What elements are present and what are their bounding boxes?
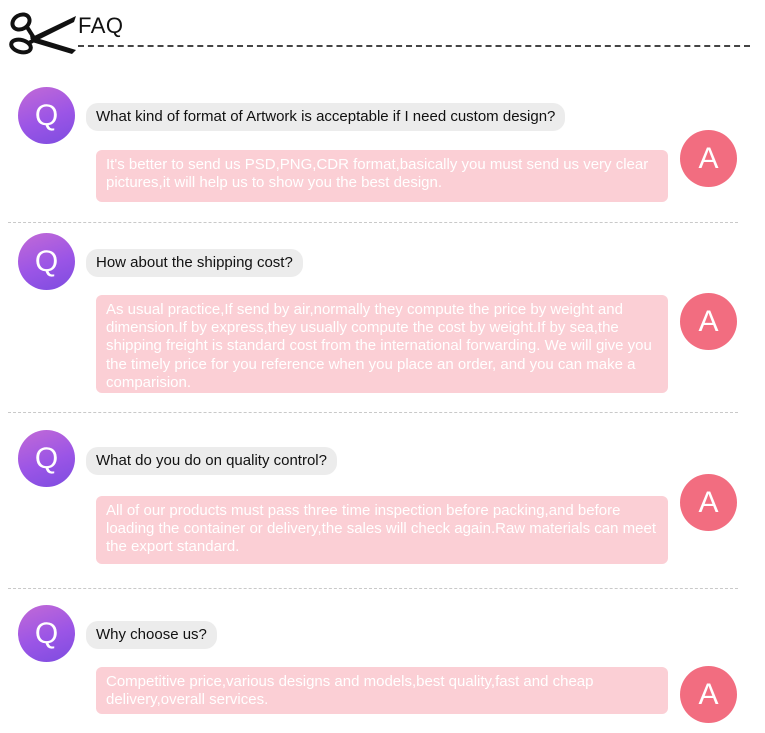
faq-answer: All of our products must pass three time inspection before packing,and before loading the container or delivery,the sales will check again.Raw materials can meet the export standard. [96,496,668,564]
page-title: FAQ [78,13,124,38]
faq-question: What do you do on quality control? [86,447,337,475]
q-circle: Q [18,605,75,662]
q-circle: Q [18,87,75,144]
faq-answer: It's better to send us PSD,PNG,CDR format,basically you must send us very clear pictures,it will help us to show you the best design. [96,150,668,202]
faq-answer: Competitive price,various designs and models,best quality,fast and cheap delivery,overall services. [96,667,668,714]
a-circle: A [680,293,737,350]
q-circle: Q [18,430,75,487]
faq-divider [8,412,738,413]
faq-question: What kind of format of Artwork is acceptable if I need custom design? [86,103,565,131]
faq-question: How about the shipping cost? [86,249,303,277]
faq-question: Why choose us? [86,621,217,649]
q-circle: Q [18,233,75,290]
header-divider [78,45,750,47]
faq-header [0,0,765,60]
a-circle: A [680,130,737,187]
scissors-icon [8,8,78,56]
a-circle: A [680,666,737,723]
a-circle: A [680,474,737,531]
faq-divider [8,222,738,223]
faq-divider [8,588,738,589]
faq-answer: As usual practice,If send by air,normally they compute the price by weight and dimension.If by express,they usually compute the cost by weight.If by sea,the shipping freight is standard cost from the international forwarding. We will give you the timely price for you reference when you place an order, and you can make a comparision. [96,295,668,393]
